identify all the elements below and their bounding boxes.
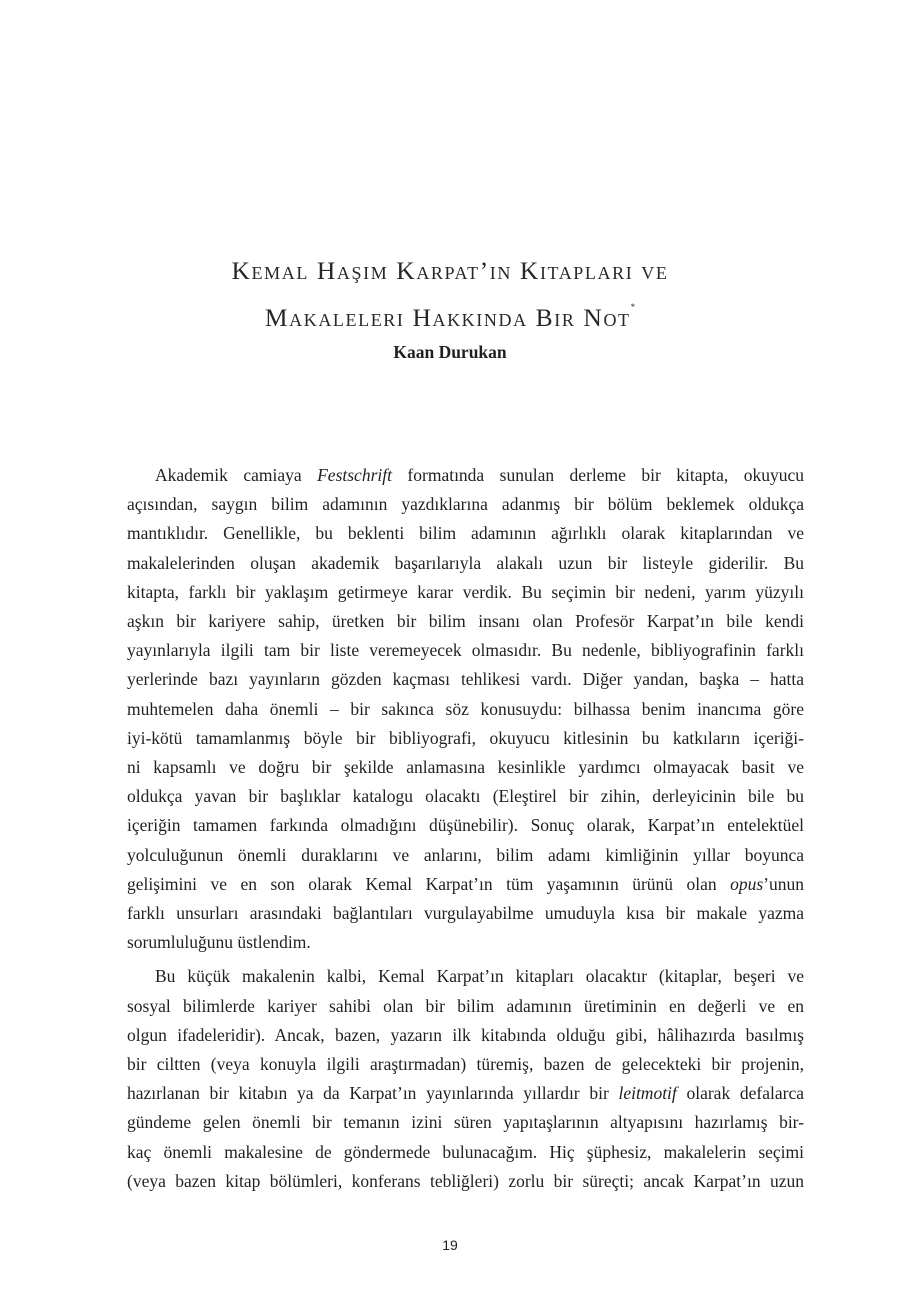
text-line: olgun ifadeleridir). Ancak, bazen, yazarın ilk kitabında olduğu gibi, hâlihazırda basılmış [127,1024,804,1045]
text-line: kaç önemli makalesine de göndermede bulunacağım. Hiç şüphesiz, makalelerin seçimi [127,1141,804,1162]
author-name: Kaan Durukan [393,342,507,362]
text-line: sosyal bilimlerde kariyer sahibi olan bir bilim adamının üretiminin en değerli ve en [127,995,804,1016]
chapter-title-line-1: Kemal Haşim Karpat’ın Kitapları ve [231,256,669,285]
text-line: hazırlanan bir kitabın ya da Karpat’ın yayınlarında yıllardır bir leitmotif olarak defalarca [127,1083,804,1104]
italic-term: opus [730,873,764,894]
page-number: 19 [442,1237,458,1253]
text-line: yolculuğunun önemli duraklarını ve anlarını, bilim adamı kimliğinin yıllar boyunca [127,844,804,865]
chapter-title [100,252,800,336]
text-line: makalelerinden oluşan akademik başarılarıyla alakalı uzun bir listeyle giderilir. Bu [127,552,804,573]
text-line: muhtemelen daha önemli – bir sakınca söz konusuydu: bilhassa benim inancıma göre [127,698,804,719]
chapter-title-line-2-text: Makaleleri Hakkında Bir Not [264,303,631,332]
footnote-marker: * [630,302,636,312]
text-line: Akademik camiaya Festschrift formatında sunulan derleme bir kitapta, okuyucu [155,465,804,485]
text-line: ni kapsamlı ve doğru bir şekilde anlamasına kesinlikle yardımcı olmayacak basit ve [127,757,804,778]
text-line: oldukça yavan bir başlıklar katalogu olacaktı (Eleştirel bir zihin, derleyicinin bile bu [127,786,804,807]
text-line: gelişimini ve en son olarak Kemal Karpat’ın tüm yaşamının ürünü olan opus’unun [127,873,804,894]
text-line: sorumluluğunu üstlendim. [127,932,311,953]
italic-term: Festschrift [317,465,392,485]
text-line: kitapta, farklı bir yaklaşım getirmeye karar verdik. Bu seçimin bir nedeni, yarım yüzyılı [127,581,804,602]
text-line: Bu küçük makalenin kalbi, Kemal Karpat’ın kitapları olacaktır (kitaplar, beşeri ve [155,966,804,987]
text-line: gündeme gelen önemli bir temanın izini süren yapıtaşlarının altyapısını hazırlamış bir- [127,1112,804,1133]
text-line: (veya bazen kitap bölümleri, konferans tebliğleri) zorlu bir süreçti; ancak Karpat’ın uzun [127,1170,804,1191]
text-line: yerlerinde bazı yayınların gözden kaçması tehlikesi vardı. Diğer yandan, başka – hatta [127,669,804,690]
text-line: açısından, saygın bilim adamının yazdıklarına adanmış bir bölüm beklemek oldukça [127,494,804,515]
text-line: iyi-kötü tamamlanmış böyle bir bibliyografi, okuyucu kitlesinin bu katkıların içeriği- [127,727,804,748]
paragraph [125,461,804,957]
text-line: bir ciltten (veya konuyla ilgili araştırmadan) türemiş, bazen de gelecekteki bir projenin, [127,1054,804,1075]
text-line: içeriğin tamamen farkında olmadığını düşünebilir). Sonuç olarak, Karpat’ın entelektüel [127,815,804,836]
body-text [125,461,804,1201]
text-line: farklı unsurları arasındaki bağlantıları vurgulayabilme umuduyla kısa bir makale yazma [127,903,804,924]
text-line: yayınlarıyla ilgili tam bir liste veremeyecek olmasıdır. Bu nedenle, bibliyografinin farklı [127,640,804,661]
paragraph [125,962,804,1196]
text-line: aşkın bir kariyere sahip, üretken bir bilim insanı olan Profesör Karpat’ın bile kendi [127,611,804,632]
chapter-title-line-2 [100,289,800,336]
text-line: mantıklıdır. Genellikle, bu beklenti bilim adamının ağırlıklı olarak kitaplarından ve [127,523,804,544]
italic-term: leitmotif [618,1083,677,1104]
